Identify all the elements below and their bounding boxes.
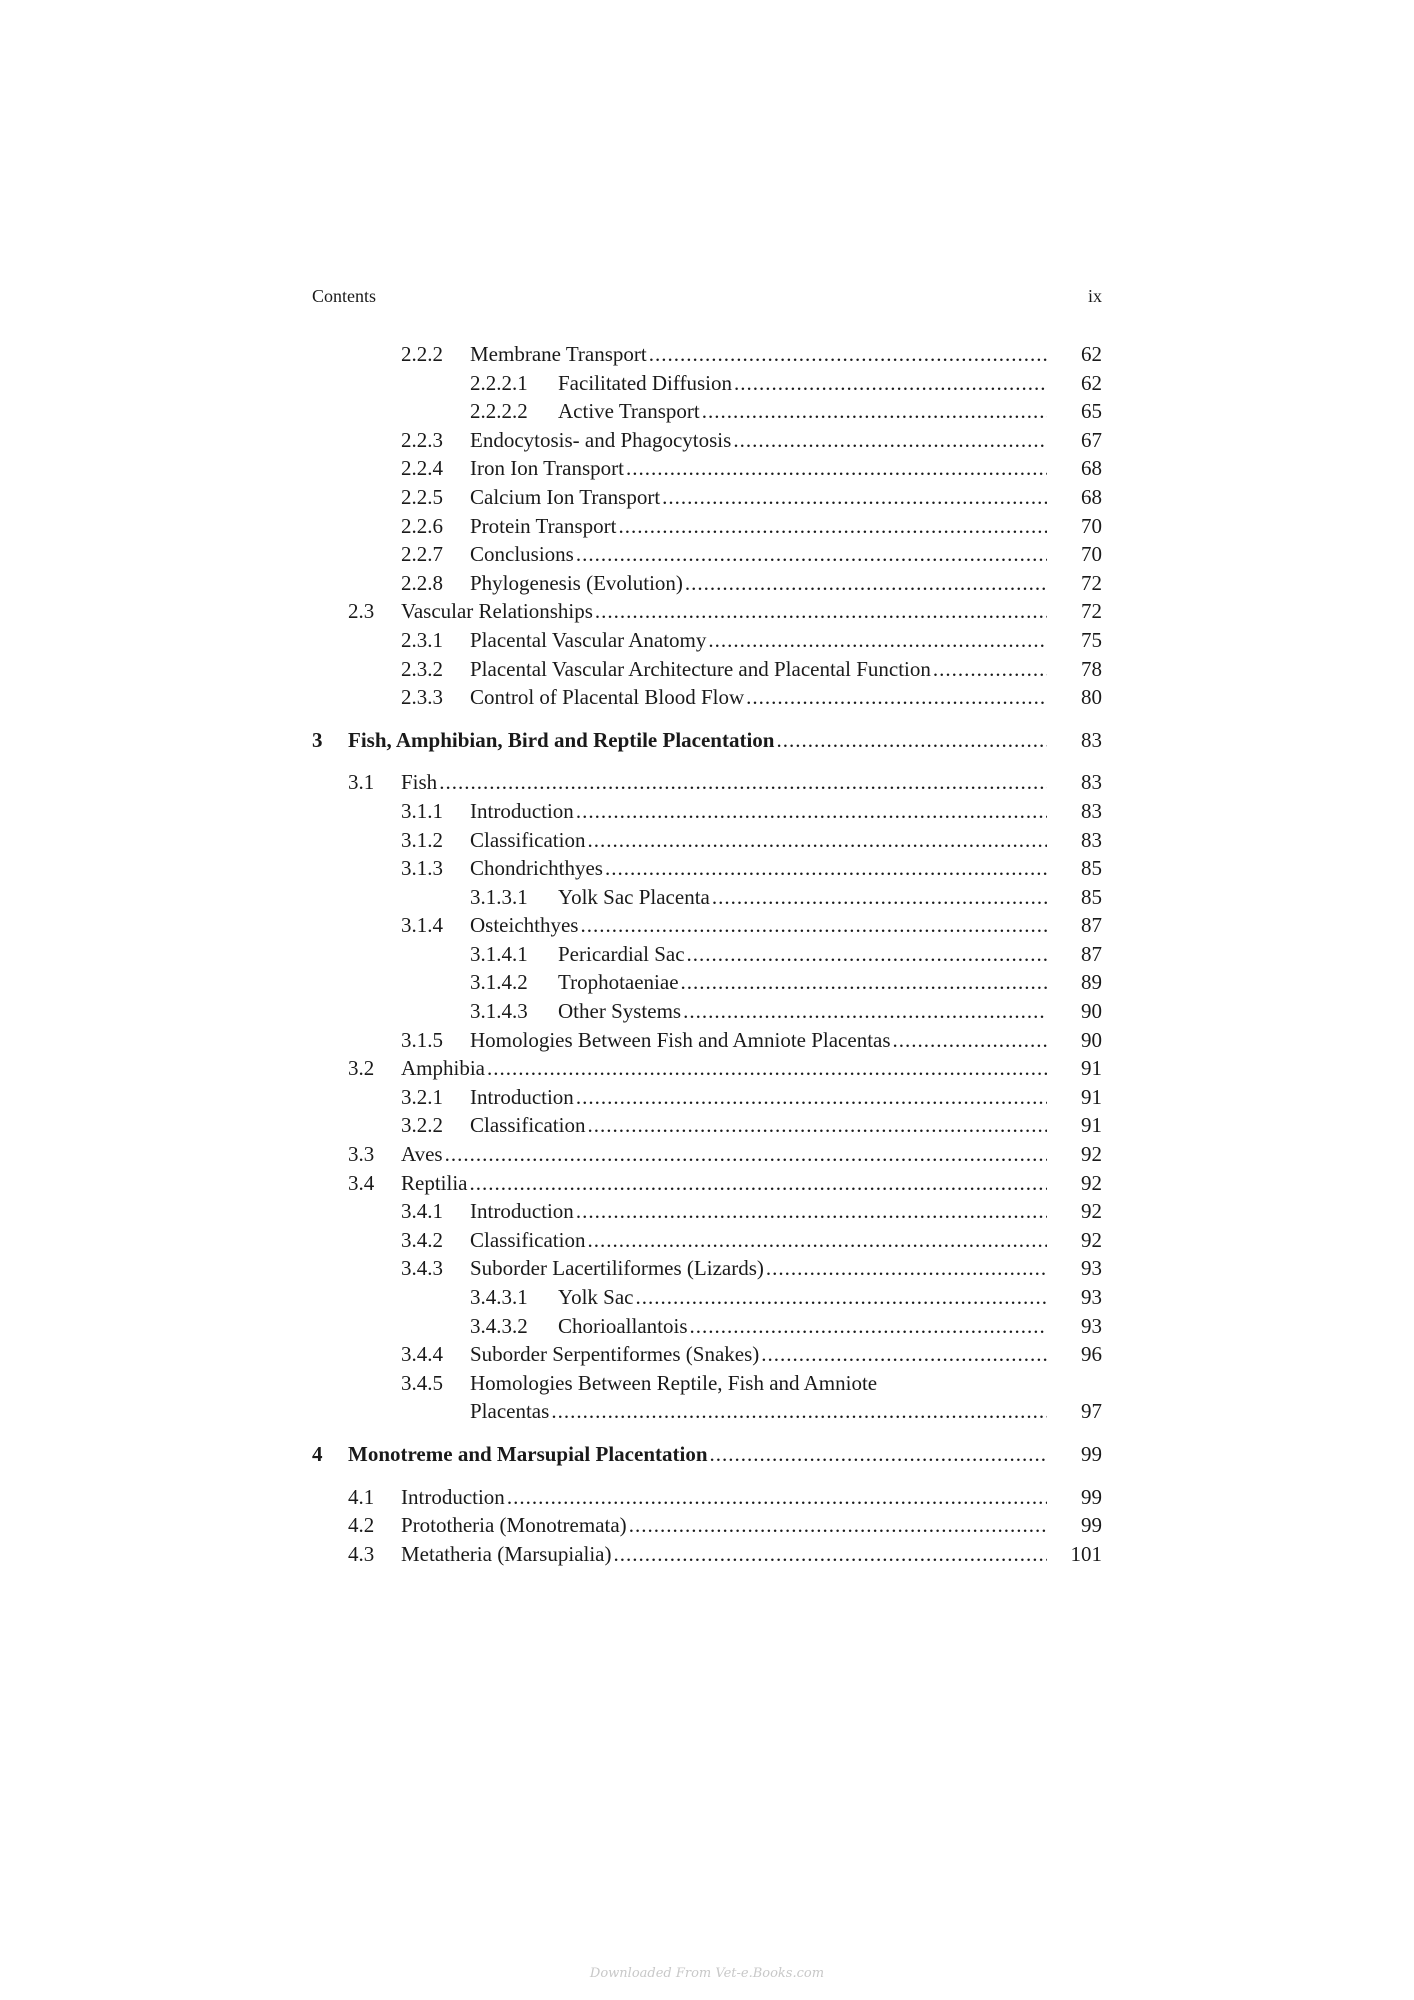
dot-leader [576,540,1047,569]
toc-entry-page: 67 [1081,427,1102,452]
dot-leader [595,597,1047,626]
toc-entry[interactable] [312,826,1102,855]
toc-chapter-entry[interactable] [312,1440,1102,1469]
toc-entry-page: 90 [1081,999,1102,1024]
toc-entry-title-line [470,626,1047,655]
toc-entry[interactable] [312,683,1102,712]
toc-entry-number: 3.2.1 [401,1084,443,1109]
dot-leader [576,797,1047,826]
toc-entry-page: 92 [1081,1142,1102,1167]
dot-leader [614,1540,1048,1569]
dot-leader [576,1197,1047,1226]
table-of-contents [312,340,1102,1568]
toc-entry-number: 2.2.8 [401,570,443,595]
toc-entry-title-line [470,426,1047,455]
watermark: Downloaded From Vet-e.Books.com [589,1966,825,1981]
toc-entry-title-line [470,1197,1047,1226]
toc-entry-page: 62 [1081,370,1102,395]
toc-entry[interactable] [312,768,1102,797]
toc-entry-number: 3.1.3.1 [470,884,528,909]
dot-leader [734,369,1047,398]
page-number: ix [1087,286,1102,306]
toc-entry[interactable] [312,397,1102,426]
toc-entry-page: 99 [1081,1441,1102,1466]
toc-entry-title-line [558,369,1047,398]
dot-leader [687,940,1047,969]
toc-entry-title: Amphibia [401,1056,485,1081]
toc-entry-title-line [401,768,1047,797]
dot-leader [587,1111,1047,1140]
toc-entry-title-line [470,1226,1047,1255]
dot-leader [702,397,1047,426]
toc-entry-title: Trophotaeniae [558,970,679,995]
toc-entry-title-line [401,1540,1047,1569]
toc-entry-title-line [348,726,1047,755]
toc-entry-number: 3.1.4.2 [470,970,528,995]
toc-entry-title-line [470,1369,1047,1398]
dot-leader [580,911,1047,940]
toc-entry-title: Membrane Transport [470,342,647,366]
toc-entry-title-line [348,1440,1047,1469]
toc-entry-title: Fish, Amphibian, Bird and Reptile Placentation [348,727,775,752]
toc-entry[interactable] [312,1111,1102,1140]
toc-entry-page: 85 [1081,884,1102,909]
toc-entry-page: 93 [1081,1285,1102,1309]
toc-entry-number: 3.1.4 [401,913,443,938]
dot-leader [649,340,1047,369]
toc-entry-page: 62 [1081,342,1102,366]
toc-entry-page: 89 [1081,970,1102,995]
toc-entry-title-line [558,883,1047,912]
toc-entry-page: 92 [1081,1199,1102,1224]
toc-entry-title: Prototheria (Monotremata) [401,1513,627,1538]
toc-entry-page: 99 [1081,1513,1102,1538]
dot-leader [690,1312,1048,1341]
toc-entry-title-line [401,1140,1047,1169]
toc-entry-number: 3.4.3.2 [470,1313,528,1338]
dot-leader [635,1283,1047,1312]
toc-entry[interactable] [312,1540,1102,1569]
toc-entry[interactable] [312,483,1102,512]
toc-entry-title-line [470,911,1047,940]
dot-leader [507,1483,1047,1512]
toc-entry-number: 3 [312,727,323,752]
dot-leader [685,569,1047,598]
toc-entry-number: 2.2.3 [401,427,443,452]
toc-entry-number: 4.2 [348,1513,375,1538]
toc-entry-title-line [401,1511,1047,1540]
toc-entry-title: Iron Ion Transport [470,456,625,481]
toc-entry-page: 83 [1081,727,1102,752]
dot-leader [683,997,1047,1026]
toc-entry-title-line [401,1169,1047,1198]
dot-leader [708,626,1047,655]
toc-entry-title-line [470,1026,1047,1055]
toc-entry[interactable] [312,1340,1102,1369]
toc-entry-page: 75 [1081,627,1102,652]
dot-leader [576,1083,1047,1112]
dot-leader [551,1397,1047,1426]
toc-entry-title-line [558,1283,1047,1312]
toc-entry[interactable] [312,1140,1102,1169]
toc-entry-page: 101 [1070,1541,1102,1566]
toc-entry-title: Endocytosis- and Phagocytosis [470,427,732,452]
toc-entry-title-line [470,1340,1047,1369]
toc-entry-title-line [470,1397,1047,1426]
toc-entry-page: 68 [1081,456,1102,481]
toc-entry[interactable] [312,1083,1102,1112]
toc-entry-title: Conclusions [470,542,574,567]
toc-entry-page: 92 [1081,1170,1102,1195]
toc-entry-number: 3.3 [348,1142,375,1167]
toc-entry-title: Classification [470,827,586,852]
toc-entry-title: Yolk Sac Placenta [558,884,710,909]
toc-entry-number: 3.1.3 [401,856,443,881]
toc-entry-number: 2.3.3 [401,685,443,710]
toc-entry-number: 3.4.3.1 [470,1285,528,1309]
toc-entry[interactable] [312,1226,1102,1255]
dot-leader [733,426,1047,455]
dot-leader [893,1026,1047,1055]
toc-entry-title: Chondrichthyes [470,856,603,881]
toc-entry-number: 4.1 [348,1484,375,1509]
toc-entry[interactable] [312,854,1102,883]
toc-entry-title-line [558,1312,1047,1341]
toc-entry[interactable] [312,911,1102,940]
toc-entry[interactable] [312,454,1102,483]
toc-entry-title: Pericardial Sac [558,941,685,966]
toc-entry-title-line [401,597,1047,626]
toc-entry-title: Suborder Lacertiliformes (Lizards) [470,1256,764,1281]
toc-entry-title: Protein Transport [470,513,617,538]
toc-entry-page: 65 [1081,399,1102,424]
dot-leader [470,1169,1048,1198]
toc-entry-number: 2.3.2 [401,656,443,681]
dot-leader [605,854,1047,883]
toc-entry-title: Monotreme and Marsupial Placentation [348,1441,708,1466]
toc-entry-number: 2.2.2.1 [470,370,528,395]
running-head [312,286,1102,307]
toc-entry-title: Metatheria (Marsupialia) [401,1541,612,1566]
toc-entry[interactable] [312,655,1102,684]
toc-entry-page: 92 [1081,1227,1102,1252]
toc-entry-title-line [470,797,1047,826]
toc-entry-title-line [558,968,1047,997]
toc-entry-title: Homologies Between Reptile, Fish and Amniote [470,1370,878,1395]
dot-leader [439,768,1047,797]
dot-leader [487,1054,1047,1083]
toc-entry-title: Phylogenesis (Evolution) [470,570,683,595]
toc-entry-page: 99 [1081,1484,1102,1509]
toc-entry-title: Introduction [470,1199,574,1224]
toc-entry-title-line [470,854,1047,883]
toc-entry[interactable] [312,1369,1102,1398]
dot-leader [662,483,1047,512]
dot-leader [746,683,1047,712]
toc-entry-number: 3.4.1 [401,1199,443,1224]
toc-entry-number: 3.4 [348,1170,375,1195]
toc-entry-page: 91 [1081,1084,1102,1109]
toc-entry-page: 91 [1081,1113,1102,1138]
toc-entry[interactable] [312,512,1102,541]
toc-entry-number: 3.1.1 [401,798,443,823]
toc-entry-page: 78 [1081,656,1102,681]
toc-entry-page: 83 [1081,770,1102,795]
dot-leader [681,968,1047,997]
toc-entry-title: Chorioallantois [558,1313,688,1338]
toc-entry[interactable] [312,883,1102,912]
toc-entry-title: Yolk Sac [558,1285,634,1309]
toc-entry-title-line [470,1254,1047,1283]
toc-entry-number: 2.3 [348,599,375,624]
toc-entry-page: 90 [1081,1027,1102,1052]
toc-entry-title: Reptilia [401,1170,468,1195]
toc-entry-number: 2.2.2 [401,342,443,366]
toc-entry-number: 2.3.1 [401,627,443,652]
toc-entry-title: Calcium Ion Transport [470,484,661,509]
toc-entry-page: 85 [1081,856,1102,881]
toc-entry-title: Osteichthyes [470,913,579,938]
toc-entry[interactable] [312,1511,1102,1540]
toc-entry-title-line [470,826,1047,855]
dot-leader [587,1226,1047,1255]
dot-leader [587,826,1047,855]
toc-entry-page: 91 [1081,1056,1102,1081]
dot-leader [626,454,1047,483]
toc-entry-title-line [470,683,1047,712]
toc-entry-number: 3.4.4 [401,1342,443,1367]
toc-entry-number: 4 [312,1441,323,1466]
toc-entry-title: Facilitated Diffusion [558,370,732,395]
toc-entry-page: 70 [1081,513,1102,538]
toc-entry-number: 2.2.7 [401,542,443,567]
toc-entry[interactable] [312,1254,1102,1283]
toc-entry-title-continued: Placentas [470,1399,550,1424]
toc-entry-title-line [470,1083,1047,1112]
toc-entry-number: 2.2.6 [401,513,443,538]
dot-leader [445,1140,1047,1169]
toc-entry-title: Aves [401,1142,443,1167]
toc-entry-page: 72 [1081,570,1102,595]
toc-entry[interactable] [312,1026,1102,1055]
toc-chapter-entry[interactable] [312,726,1102,755]
toc-entry[interactable] [312,340,1102,369]
toc-entry-number: 2.2.4 [401,456,443,481]
toc-entry-title: Classification [470,1227,586,1252]
toc-entry-title: Classification [470,1113,586,1138]
toc-entry[interactable] [312,626,1102,655]
toc-entry-page: 72 [1081,599,1102,624]
toc-entry-title: Homologies Between Fish and Amniote Placentas [470,1027,891,1052]
toc-entry-title-line [558,997,1047,1026]
toc-entry[interactable] [312,1054,1102,1083]
toc-entry-number: 3.1.4.3 [470,999,528,1024]
toc-entry[interactable] [312,369,1102,398]
toc-entry[interactable] [312,1169,1102,1198]
toc-entry-number: 3.2.2 [401,1113,443,1138]
toc-entry-title-line [470,569,1047,598]
toc-entry-continuation[interactable] [312,1397,1102,1426]
toc-entry-page: 97 [1081,1399,1102,1424]
toc-entry-title: Placental Vascular Architecture and Placental Function [470,656,931,681]
toc-entry-title: Introduction [470,1084,574,1109]
dot-leader [712,883,1047,912]
toc-entry-title: Introduction [470,798,574,823]
dot-leader [618,512,1047,541]
toc-entry[interactable] [312,797,1102,826]
toc-entry-title-line [470,483,1047,512]
toc-entry-title: Active Transport [558,399,700,424]
toc-entry-number: 3.4.2 [401,1227,443,1252]
toc-entry-number: 3.1.2 [401,827,443,852]
toc-entry-title-line [401,1483,1047,1512]
dot-leader [766,1254,1047,1283]
toc-entry-page: 70 [1081,542,1102,567]
toc-entry-number: 3.1.5 [401,1027,443,1052]
toc-entry-title: Fish [401,770,438,795]
toc-entry-number: 4.3 [348,1541,375,1566]
toc-entry-number: 3.4.5 [401,1370,443,1395]
toc-entry-number: 3.1 [348,770,375,795]
toc-entry[interactable] [312,1312,1102,1341]
toc-entry-number: 2.2.2.2 [470,399,528,424]
toc-entry[interactable] [312,426,1102,455]
toc-entry[interactable] [312,1283,1102,1312]
dot-leader [776,726,1047,755]
toc-entry[interactable] [312,540,1102,569]
toc-entry-number: 3.2 [348,1056,375,1081]
toc-entry[interactable] [312,569,1102,598]
toc-entry-page: 80 [1081,685,1102,710]
toc-entry-title: Placental Vascular Anatomy [470,627,707,652]
dot-leader [710,1440,1047,1469]
toc-entry[interactable] [312,597,1102,626]
toc-entry-page: 87 [1081,941,1102,966]
toc-entry-title-line [470,454,1047,483]
toc-entry[interactable] [312,1483,1102,1512]
toc-entry-number: 3.1.4.1 [470,941,528,966]
toc-entry-title: Suborder Serpentiformes (Snakes) [470,1342,760,1367]
toc-entry[interactable] [312,968,1102,997]
toc-entry-page: 68 [1081,484,1102,509]
toc-entry-title: Introduction [401,1484,505,1509]
toc-entry-title: Control of Placental Blood Flow [470,685,745,710]
toc-entry-title: Other Systems [558,999,682,1024]
dot-leader [933,655,1047,684]
toc-entry-title-line [470,340,1047,369]
toc-entry-title-line [558,940,1047,969]
toc-entry[interactable] [312,997,1102,1026]
dot-leader [629,1511,1047,1540]
toc-entry-number: 3.4.3 [401,1256,443,1281]
toc-entry-page: 93 [1081,1313,1102,1338]
toc-entry-title: Vascular Relationships [401,599,593,624]
toc-entry-page: 83 [1081,798,1102,823]
toc-entry-page: 96 [1081,1342,1102,1367]
toc-entry-page: 93 [1081,1256,1102,1281]
dot-leader [761,1340,1047,1369]
toc-entry-title-line [401,1054,1047,1083]
toc-entry-title-line [470,540,1047,569]
toc-entry-title-line [558,397,1047,426]
running-head-title: Contents [312,286,377,306]
toc-entry[interactable] [312,1197,1102,1226]
toc-entry-title-line [470,1111,1047,1140]
toc-entry-page: 87 [1081,913,1102,938]
toc-entry-title-line [470,655,1047,684]
toc-entry-page: 83 [1081,827,1102,852]
toc-entry-title-line [470,512,1047,541]
toc-entry[interactable] [312,940,1102,969]
toc-entry-number: 2.2.5 [401,484,443,509]
